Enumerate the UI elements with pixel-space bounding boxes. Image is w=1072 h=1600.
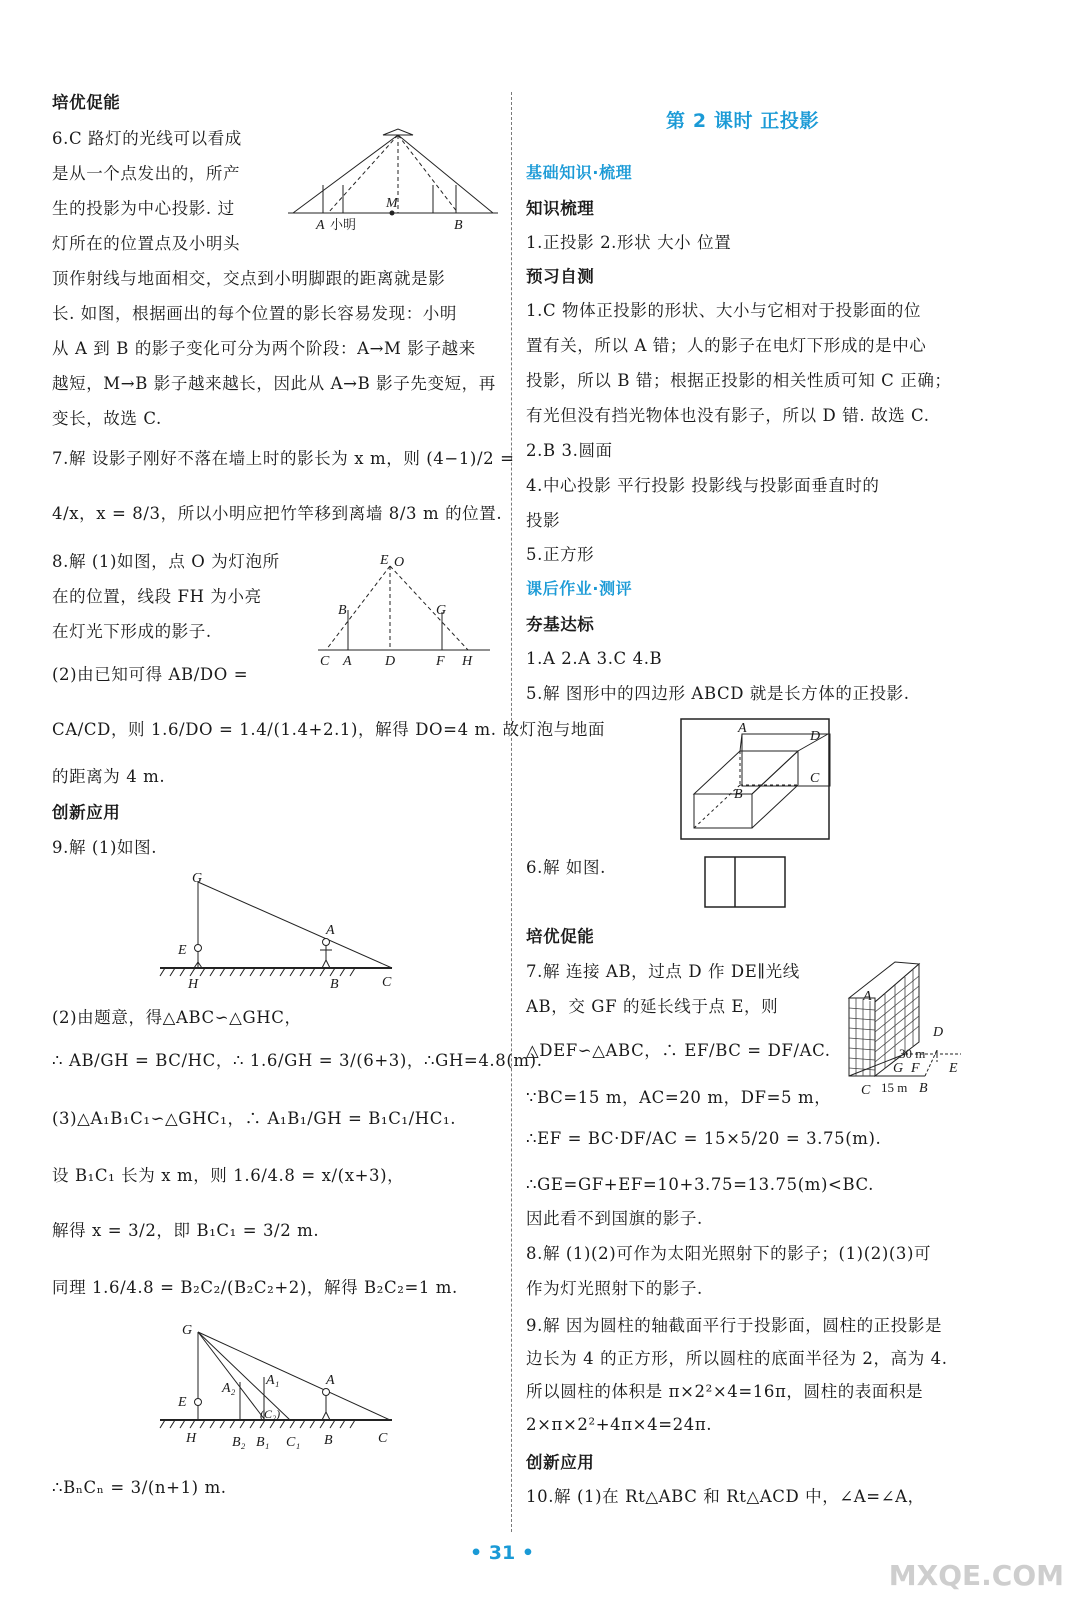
fig7r-label-D: D — [933, 1025, 944, 1040]
right-line-21: ∵BC=15 m，AC=20 m，DF=5 m， — [526, 1088, 832, 1107]
left-line-6: 长. 如图，根据画出的每个位置的影长容易发现：小明 — [52, 304, 457, 323]
right-line-27: 9.解 因为圆柱的轴截面平行于投影面，圆柱的正投影是 — [526, 1316, 943, 1335]
right-line-32: 10.解 (1)在 Rt△ABC 和 Rt△ACD 中，∠A=∠A， — [526, 1487, 925, 1506]
fig8-label-C: C — [320, 654, 330, 669]
fig7r-label-G: G — [893, 1061, 904, 1076]
right-line-15: 5.解 图形中的四边形 ABCD 就是长方体的正投影. — [526, 684, 910, 703]
left-line-14: 在灯光下形成的影子. — [52, 622, 212, 641]
left-line-24: 解得 x = 3/2，即 B₁C₁ = 3/2 m. — [52, 1221, 320, 1240]
figure-9-part2 — [160, 1322, 400, 1452]
column-divider — [511, 92, 512, 1532]
left-line-9: 变长，故选 C. — [52, 409, 162, 428]
left-line-11: 4/x，x = 8/3，所以小明应把竹竿移到离墙 8/3 m 的位置. — [52, 504, 503, 523]
right-line-4: 1.C 物体正投影的形状、大小与它相对于投影面的位 — [526, 301, 922, 320]
right-line-10: 投影 — [526, 511, 561, 530]
right-line-7: 有光但没有挡光物体也没有影子，所以 D 错. 故选 C. — [526, 406, 930, 425]
left-line-4: 灯所在的位置点及小明头 — [52, 234, 241, 253]
left-line-23: 设 B₁C₁ 长为 x m，则 1.6/4.8 = x/(x+3)， — [52, 1166, 405, 1185]
fig7r-label-A: A — [863, 989, 872, 1004]
fig9b-label-G: G — [182, 1323, 193, 1338]
fig8-label-H: H — [462, 654, 473, 669]
fig9b-label-C: C — [378, 1431, 388, 1446]
left-line-16: CA/CD，则 1.6/DO = 1.4/(1.4+2.1)，解得 DO=4 m. 故灯泡与地面 — [52, 720, 606, 739]
fig7r-label-E: E — [949, 1061, 958, 1076]
left-line-13: 在的位置，线段 FH 为小亮 — [52, 587, 262, 606]
figure-8-lamp-shadow — [318, 550, 493, 670]
right-line-3: 预习自测 — [526, 267, 595, 286]
left-line-17: 的距离为 4 m. — [52, 767, 166, 786]
left-line-21: ∴ AB/GH = BC/HC，∴ 1.6/GH = 3/(6+3)，∴GH=4.8(m). — [52, 1051, 543, 1070]
right-line-20: △DEF∽△ABC，∴ EF/BC = DF/AC. — [526, 1041, 831, 1060]
fig9a-label-A: A — [326, 923, 335, 938]
right-line-28: 边长为 4 的正方形，所以圆柱的底面半径为 2，高为 4. — [526, 1349, 948, 1368]
right-line-22: ∴EF = BC·DF/AC = 15×5/20 = 3.75(m). — [526, 1129, 882, 1148]
fig5r-label-D: D — [810, 729, 821, 744]
right-line-18: 7.解 连接 AB，过点 D 作 DE∥光线 — [526, 962, 800, 981]
right-line-13: 夯基达标 — [526, 615, 595, 634]
figure-6-front-view — [704, 856, 786, 908]
left-line-22: (3)△A₁B₁C₁∽△GHC₁，∴ A₁B₁/GH = B₁C₁/HC₁. — [52, 1109, 457, 1128]
fig8-label-D: D — [385, 654, 396, 669]
fig9b-label-B: B — [324, 1433, 333, 1448]
right-line-8: 2.B 3.圆面 — [526, 441, 613, 460]
right-line-24: 因此看不到国旗的影子. — [526, 1209, 703, 1228]
right-line-1: 知识梳理 — [526, 199, 595, 218]
fig9b-label-A: A — [326, 1373, 335, 1388]
left-line-12: 8.解 (1)如图，点 O 为灯泡所 — [52, 552, 280, 571]
fig9b-label-E: E — [178, 1395, 187, 1410]
fig9b-label-A2: A₂ — [222, 1381, 236, 1396]
left-line-5: 顶作射线与地面相交，交点到小明脚跟的距离就是影 — [52, 269, 446, 288]
left-line-15: (2)由已知可得 AB/DO = — [52, 665, 249, 684]
figure-5-cuboid-projection — [680, 718, 830, 840]
fig9b-label-A1: A₁ — [266, 1373, 280, 1388]
left-line-18: 创新应用 — [52, 803, 121, 822]
right-line-16: 6.解 如图. — [526, 858, 606, 877]
right-line-9: 4.中心投影 平行投影 投影线与投影面垂直时的 — [526, 476, 880, 495]
right-line-19: AB，交 GF 的延长线于点 E，则 — [526, 997, 779, 1016]
right-line-11: 5.正方形 — [526, 545, 595, 564]
fig9a-label-H: H — [188, 977, 199, 992]
right-line-6: 投影，所以 B 错；根据正投影的相关性质可知 C 正确； — [526, 371, 952, 390]
left-line-2: 是从一个点发出的，所产 — [52, 164, 241, 183]
left-line-26: ∴BₙCₙ = 3/(n+1) m. — [52, 1478, 227, 1497]
right-line-14: 1.A 2.A 3.C 4.B — [526, 649, 663, 668]
right-line-17: 培优促能 — [526, 927, 595, 946]
fig8-label-G: G — [436, 603, 447, 618]
page-number: • 31 • — [470, 1542, 534, 1564]
fig6-label-M: M — [386, 196, 398, 211]
right-line-26: 作为灯光照射下的影子. — [526, 1279, 703, 1298]
figure-7-building-shadow — [845, 958, 967, 1098]
right-line-2: 1.正投影 2.形状 大小 位置 — [526, 233, 732, 252]
figure-9-part1 — [160, 870, 400, 995]
left-line-1: 6.C 路灯的光线可以看成 — [52, 129, 242, 148]
lesson-title: 第 2 课时 正投影 — [666, 110, 820, 132]
fig6-label-B: B — [454, 218, 463, 233]
fig8-label-O: O — [394, 555, 405, 570]
fig5r-label-C: C — [810, 771, 820, 786]
fig9b-label-B2: B₂ — [232, 1435, 246, 1450]
left-line-25: 同理 1.6/4.8 = B₂C₂/(B₂C₂+2)，解得 B₂C₂=1 m. — [52, 1278, 458, 1297]
fig5r-label-A: A — [738, 721, 747, 736]
watermark-logo: MXQE.COM — [888, 1559, 1064, 1592]
left-line-0: 培优促能 — [52, 93, 121, 112]
fig9b-label-C1: C₁ — [286, 1435, 301, 1450]
fig7r-label-B: B — [919, 1081, 928, 1096]
fig8-label-F: F — [436, 654, 445, 669]
left-line-3: 生的投影为中心投影. 过 — [52, 199, 235, 218]
right-line-0: 基础知识·梳理 — [526, 163, 633, 182]
left-line-20: (2)由题意，得△ABC∽△GHC， — [52, 1008, 302, 1027]
figure-6-streetlamp — [288, 125, 498, 235]
fig9b-label-B1: B₁ — [256, 1435, 270, 1450]
fig9a-label-G: G — [192, 871, 203, 886]
right-line-31: 创新应用 — [526, 1453, 595, 1472]
fig8-label-B: B — [338, 603, 347, 618]
fig8-label-E: E — [380, 553, 389, 568]
fig7r-label-30m: 30 m — [899, 1046, 926, 1061]
left-line-7: 从 A 到 B 的影子变化可分为两个阶段：A→M 影子越来 — [52, 339, 476, 358]
fig7r-label-F: F — [911, 1061, 920, 1076]
right-line-5: 置有关，所以 A 错；人的影子在电灯下形成的是中心 — [526, 336, 927, 355]
fig7r-label-15m: 15 m — [881, 1080, 908, 1095]
fig6-label-xiaoming: 小明 — [330, 218, 357, 233]
fig9b-label-C2: (C₂) — [260, 1407, 281, 1421]
left-line-19: 9.解 (1)如图. — [52, 838, 158, 857]
fig9b-label-H: H — [186, 1431, 197, 1446]
fig9a-label-C: C — [382, 975, 392, 990]
fig6-label-A: A — [316, 218, 325, 233]
right-line-23: ∴GE=GF+EF=10+3.75=13.75(m)<BC. — [526, 1175, 874, 1194]
fig8-label-A: A — [343, 654, 352, 669]
right-line-30: 2×π×2²+4π×4=24π. — [526, 1415, 713, 1434]
fig5r-label-B: B — [734, 787, 743, 802]
right-line-25: 8.解 (1)(2)可作为太阳光照射下的影子；(1)(2)(3)可 — [526, 1244, 932, 1263]
left-line-10: 7.解 设影子刚好不落在墙上时的影长为 x m，则 (4−1)/2 = — [52, 449, 515, 468]
fig7r-label-C: C — [861, 1083, 871, 1098]
right-line-29: 所以圆柱的体积是 π×2²×4=16π，圆柱的表面积是 — [526, 1382, 924, 1401]
right-line-12: 课后作业·测评 — [526, 579, 633, 598]
fig9a-label-B: B — [330, 977, 339, 992]
fig9a-label-E: E — [178, 943, 187, 958]
left-line-8: 越短，M→B 影子越来越长，因此从 A→B 影子先变短，再 — [52, 374, 496, 393]
